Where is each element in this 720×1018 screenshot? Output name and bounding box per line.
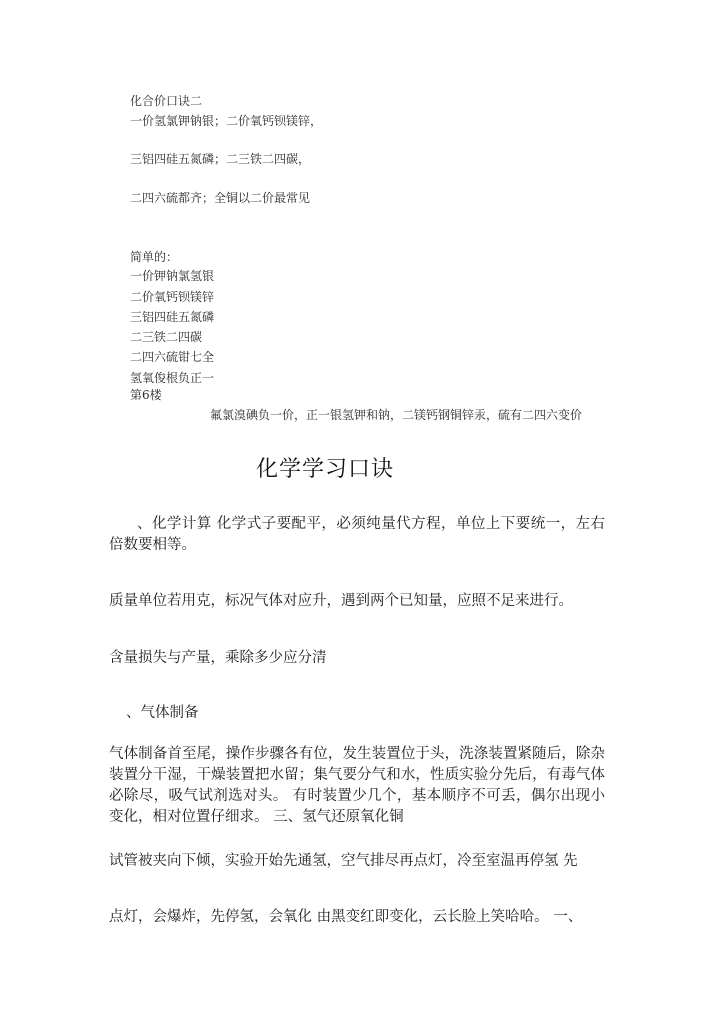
floor-label: 第6楼 [130,388,162,402]
gas-paragraph-3: 点灯，会爆炸，先停氢，会氧化 由黑变红即变化，云长脸上笑哈哈。 一、 [109,909,583,925]
gas-paragraph-2: 试管被夹向下倾，实验开始先通氢，空气排尽再点灯，冷至室温再停氢 先 [109,853,578,869]
valence-mnemonic-line-2: 三铝四硅五氮磷；二三铁二四碳， [130,152,311,166]
simple-line: 二四六硫钳七全 [130,350,215,364]
simple-line: 一价钾钠氯氢银 [130,269,215,283]
simple-line: 三铝四硅五氮磷 [130,310,215,324]
calc-paragraph-2: 质量单位若用克，标况气体对应升，遇到两个已知量，应照不足来进行。 [109,593,573,609]
valence-mnemonic-line-3: 二四六硫都齐；全铜以二价最常见 [130,191,311,205]
simple-line: 二三铁二四碳 [130,330,203,344]
valence-tail-line: 氟氯溴碘负一价，正一银氢钾和钠，二镁钙钢铜锌汞，硫有二四六变价 [210,408,583,422]
valence-mnemonic-heading: 化合价口诀二 [130,94,203,108]
gas-section-heading: 、气体制备 [126,705,199,721]
simple-line: 二价氧钙钡镁锌 [130,290,215,304]
simple-line: 氢氧俊根负正一 [130,371,215,385]
simple-heading: 简单的： [130,250,179,264]
valence-mnemonic-line-1: 一价氢氯钾钠银；二价氧钙钡镁锌， [130,114,323,128]
calc-paragraph-3: 含量损失与产量，乘除多少应分清 [109,650,327,666]
calc-paragraph-1: 、化学计算 化学式子要配平，必须纯量代方程，单位上下要统一，左右倍数要相等。 [109,516,605,553]
gas-paragraph-1: 气体制备首至尾，操作步骤各有位，发生装置位于头，洗涤装置紧随后，除杂装置分干湿，干燥装置把水留；集气要分气和水，性质实验分先后，有毒气体必除尽，吸气试剂选对头。 有时装置少几个，基本顺序不可丢，偶尔出现小变化，相对位置仔细求。 三、氢气还原氧化铜 [109,746,605,825]
page-title: 化学学习口诀 [255,457,394,482]
